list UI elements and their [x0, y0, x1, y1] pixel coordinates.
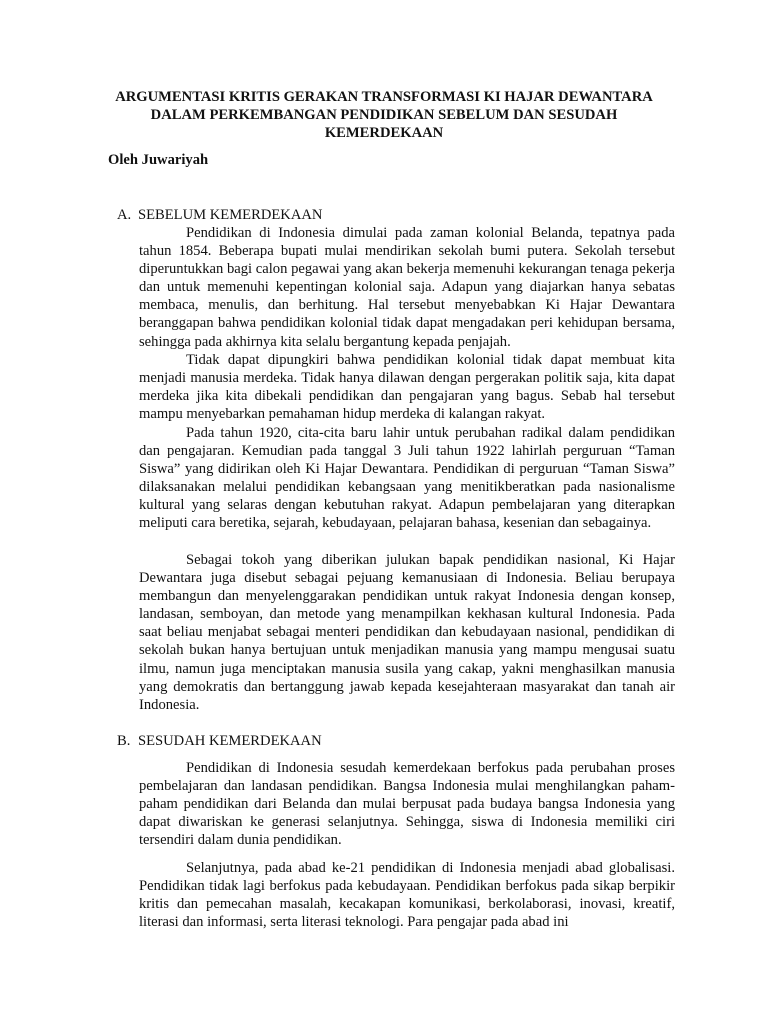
paragraph-a1: Pendidikan di Indonesia dimulai pada zaman kolonial Belanda, tepatnya pada tahun 1854. Beberapa bupati mulai mendirikan sekolah bumi putera. Sekolah tersebut diperuntukkan bagi calon pegawai yang akan bekerja memenuhi kekurangan tenaga pekerja dan untuk memenuhi kepentingan kolonial saja. Adapun yang diajarkan hanya sebatas membaca, menulis, dan berhitung. Hal tersebut menyebabkan Ki Hajar Dewantara beranggapan bahwa pendidikan kolonial tidak dapat mengadakan peri kehidupan bersama, sehingga pada akhirnya kita selalu bergantung kepada penjajah.	[139, 225, 675, 350]
paragraph-a4: Sebagai tokoh yang diberikan julukan bapak pendidikan nasional, Ki Hajar Dewantara juga disebut sebagai pejuang kemanusiaan di Indonesia. Beliau berupaya membangun dan menyelenggarakan pendidikan untuk rakyat Indonesia dengan konsep, landasan, semboyan, dan metode yang menampilkan kekhasan kultural Indonesia. Pada saat beliau menjabat sebagai menteri pendidikan dan kebudayaan nasional, pendidikan di sekolah bukan hanya bertujuan untuk menjadikan manusia yang mampu mengusai suatu ilmu, namun juga menciptakan manusia susila yang cakap, yakni menghasilkan manusia yang demokratis dan bertanggung jawab kepada kesejahteraan masyarakat dan tanah air Indonesia.	[139, 552, 675, 713]
paragraph-a2: Tidak dapat dipungkiri bahwa pendidikan kolonial tidak dapat membuat kita menjadi manusia merdeka. Tidak hanya dilawan dengan pergerakan politik saja, kita dapat merdeka jika kita dibekali pendidikan dan pengajaran yang bagus. Sebab hal tersebut mampu menyebarkan pemahaman hidup merdeka di kalangan rakyat.	[139, 352, 675, 423]
paragraph-b2: Selanjutnya, pada abad ke-21 pendidikan di Indonesia menjadi abad globalisasi. Pendidikan tidak lagi berfokus pada kebudayaan. Pendidikan berfokus pada sikap berpikir kritis dan pemecahan masalah, kecakapan komunikasi, berkolaborasi, inovasi, kreatif, literasi dan informasi, serta literasi teknologi. Para pengajar pada abad ini	[139, 860, 675, 931]
section-title-a: SEBELUM KEMERDEKAAN	[138, 207, 323, 223]
author-byline: Oleh Juwariyah	[108, 152, 209, 168]
section-letter-b: B.	[117, 733, 131, 749]
paragraph-a3: Pada tahun 1920, cita-cita baru lahir untuk perubahan radikal dalam pendidikan dan pengajaran. Kemudian pada tanggal 3 Juli tahun 1922 lahirlah perguruan “Taman Siswa” yang didirikan oleh Ki Hajar Dewantara. Pendidikan di perguruan “Taman Siswa” dilaksanakan melalui pendidikan kebangsaan yang menitikberatkan pada nasionalisme kultural yang selaras dengan kebutuhan rakyat. Adapun pembelajaran yang diterapkan meliputi cara beretika, sejarah, kebudayaan, pelajaran bahasa, kesenian dan sebagainya.	[139, 425, 675, 532]
section-heading-b	[117, 732, 322, 750]
document-title	[80, 88, 688, 142]
title-line-2: DALAM PERKEMBANGAN PENDIDIKAN SEBELUM DAN SESUDAH	[150, 107, 618, 123]
section-heading-a	[117, 206, 322, 224]
title-line-1: ARGUMENTASI KRITIS GERAKAN TRANSFORMASI KI HAJAR DEWANTARA	[115, 89, 653, 105]
paragraph-b1: Pendidikan di Indonesia sesudah kemerdekaan berfokus pada perubahan proses pembelajaran dan landasan pendidikan. Bangsa Indonesia mulai menghilangkan paham-paham pendidikan dari Belanda dan mulai berpusat pada budaya bangsa Indonesia yang dapat diwariskan ke generasi selanjutnya. Sehingga, siswa di Indonesia memiliki ciri tersendiri dalam dunia pendidikan.	[139, 760, 675, 849]
section-title-b: SESUDAH KEMERDEKAAN	[138, 733, 322, 749]
section-letter-a: A.	[117, 207, 132, 223]
title-line-3: KEMERDEKAAN	[324, 125, 444, 141]
